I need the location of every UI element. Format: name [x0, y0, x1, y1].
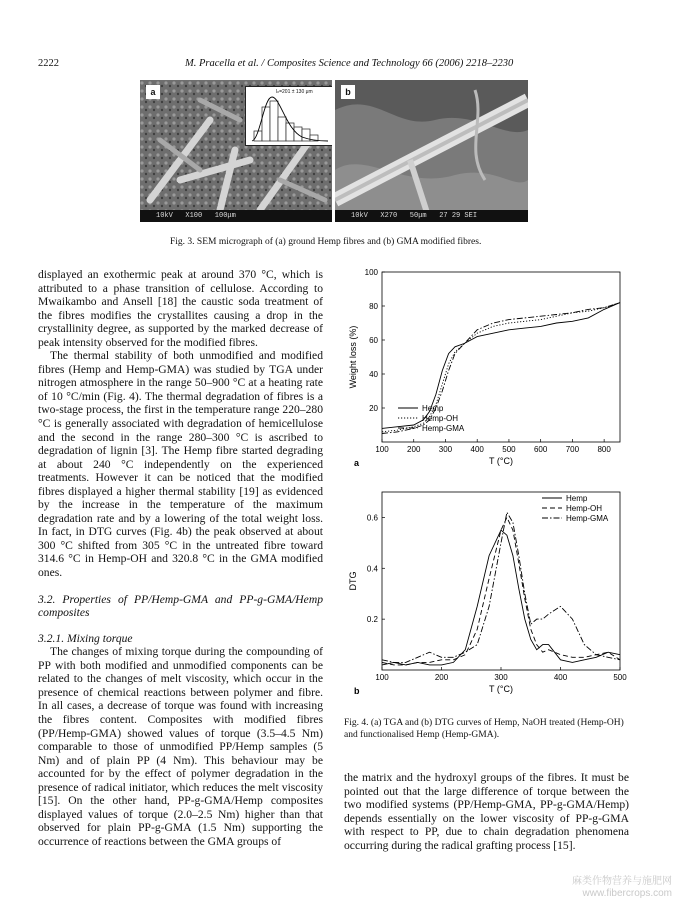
watermark-line-2: www.fibercrops.com: [582, 888, 672, 899]
y-tick-label: 40: [369, 370, 378, 379]
x-tick-label: 500: [502, 445, 516, 454]
dtg-chart: [340, 486, 630, 711]
panel-label-a: a: [146, 85, 160, 99]
x-tick-label: 700: [565, 445, 580, 454]
legend-label: Hemp-OH: [566, 504, 603, 513]
paragraph-3: The changes of mixing torque during the compounding of PP with both modified and unmodified components can be related to the changes of melt viscosity, which occur in the presence of chemical reactions between polymer and fibre. In all cases, a decrease of torque was found with increasing the fibres content. Composites with modified fibres (PP/Hemp-GMA) showed values of torque (3.5–4.5 Nm) comparable to those of unmodified PP/Hemp samples (5 Nm) and of plain PP (4 Nm). This behaviour may be accounted for by the effect of polymer degradation in the presence of radical initiator, which reduces the melt viscosity [15]. On the other hand, PP-g-GMA/Hemp composites displayed values of torque (2.0–2.5 Nm) higher than that observed for plain PP-g-GMA (1.5 Nm) supporting the occurrence of reactions between the GMA groups of: [38, 645, 323, 848]
running-head: M. Pracella et al. / Composites Science and Technology 66 (2006) 2218–2230: [185, 58, 514, 69]
series-line-hemp-oh: [382, 517, 620, 665]
right-column: [344, 771, 629, 852]
paragraph-1: displayed an exothermic peak at around 370 °C, which is attributed to a phase transition of cellulose. According to Mwaikambo and Ansell [18] the caustic soda treatment of the fibres modifies the crystallites causing a drop in the crystallinity degree, as supported by the marked decrease of peak intensity observed for the modified fibres.: [38, 268, 323, 349]
y-tick-label: 60: [369, 336, 378, 345]
legend-label: Hemp-GMA: [422, 424, 465, 433]
histogram-inset: [246, 87, 332, 145]
x-tick-label: 800: [597, 445, 611, 454]
x-axis-label: T (°C): [489, 684, 513, 694]
legend-label: Hemp-GMA: [566, 514, 609, 523]
y-tick-label: 0.2: [366, 615, 378, 625]
panel-label-b: b: [341, 85, 355, 99]
right-paragraph-1: the matrix and the hydroxyl groups of the fibres. It must be pointed out that the large difference of torque between the two modified systems (PP/Hemp-GMA, PP-g-GMA/Hemp) depends essentially on the lower viscosity of PP-g-GMA with respect to PP, due to chain degradation phenomena occurring during the radical grafting process [15].: [344, 771, 629, 852]
sem-texture-b: [335, 80, 528, 222]
sem-image-b: [335, 80, 528, 222]
figure4-caption: Fig. 4. (a) TGA and (b) DTG curves of Hemp, NaOH treated (Hemp-OH) and functionalised Hemp (Hemp-GMA).: [344, 718, 624, 740]
y-axis-label: DTG: [348, 571, 358, 591]
series-line-hemp-oh: [382, 303, 620, 432]
y-tick-label: 100: [364, 268, 378, 277]
x-tick-label: 400: [553, 673, 568, 682]
sem-image-a: [140, 80, 332, 222]
x-tick-label: 500: [613, 673, 627, 682]
subsection-heading: 3.2.1. Mixing torque: [38, 631, 133, 645]
x-tick-label: 200: [407, 445, 421, 454]
sem-footer-a: 10kV X100 100μm: [140, 210, 332, 222]
sem-footer-b: 10kV X270 50μm 27 29 SEI: [335, 210, 528, 222]
panel-label: a: [354, 458, 360, 468]
x-tick-label: 600: [533, 445, 548, 454]
x-tick-label: 200: [434, 673, 449, 682]
length-distribution-inset: [245, 86, 332, 146]
y-tick-label: 0.4: [366, 564, 378, 574]
series-line-hemp-gma: [382, 303, 620, 434]
tga-chart: [340, 262, 630, 482]
section-heading: 3.2. Properties of PP/Hemp-GMA and PP-g-GMA/Hemp composites: [38, 592, 323, 620]
legend-label: Hemp-OH: [422, 414, 459, 423]
figure3-caption: Fig. 3. SEM micrograph of (a) ground Hemp fibres and (b) GMA modified fibres.: [170, 237, 482, 247]
legend-label: Hemp: [422, 404, 444, 413]
x-tick-label: 300: [494, 673, 508, 682]
y-tick-label: 20: [369, 404, 378, 413]
x-tick-label: 400: [470, 445, 484, 454]
panel-label: b: [354, 686, 360, 696]
y-tick-label: 80: [369, 302, 378, 311]
y-axis-label: Weight loss (%): [348, 325, 358, 389]
x-tick-label: 100: [375, 673, 389, 682]
series-line-hemp: [382, 303, 620, 429]
left-column: [38, 268, 323, 848]
legend-label: Hemp: [566, 494, 588, 503]
paragraph-2: The thermal stability of both unmodified and modified fibres (Hemp and Hemp-GMA) was studied by TGA under nitrogen atmosphere in the range 50–900 °C at a heating rate of 10 °C/min (Fig. 4). The thermal degradation of fibres is a two-stage process, the first in the temperature range 220–280 °C is generally associated with degradation of hemicellulose and the second in the range 280–300 °C is ascribed to degradation of lignin [3]. The Hemp fibre started degrading at about 240 °C independently on the experienced treatments. However it can be noticed that the modified fibres displayed a higher thermal stability [19] as evidenced by the increase in the temperature of the maximum degradation rate and by a lowering of the total weight loss. In fact, in DTG curves (Fig. 4b) the peak observed at about 300 °C shifted from 305 °C in the untreated fibre toward 314.6 °C in Hemp-OH and 320.8 °C in the GMA modified ones.: [38, 349, 323, 580]
x-tick-label: 100: [375, 445, 389, 454]
watermark: [572, 876, 672, 900]
inset-label: lₙ=201 ± 130 μm: [276, 89, 313, 95]
x-tick-label: 300: [438, 445, 453, 454]
watermark-line-1: 麻类作物营养与施肥网: [572, 876, 672, 887]
series-line-hemp-gma: [382, 512, 620, 662]
y-tick-label: 0.6: [366, 513, 378, 523]
x-axis-label: T (°C): [489, 456, 513, 466]
plot-frame: [382, 272, 620, 442]
page-number: 2222: [38, 58, 59, 69]
